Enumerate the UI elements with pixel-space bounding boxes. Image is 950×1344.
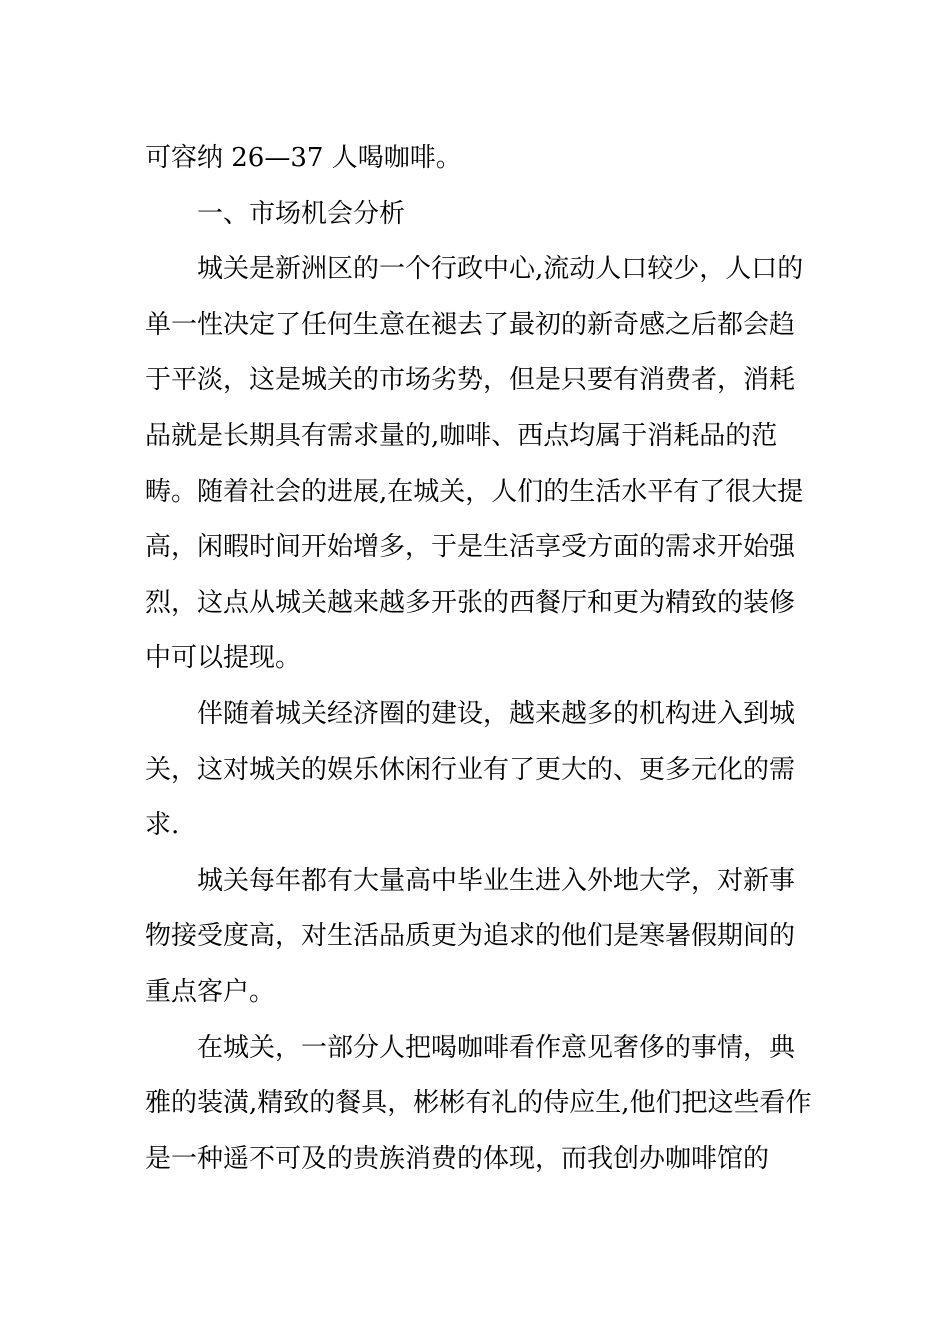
paragraph-chengguan-market: 城关是新洲区的一个行政中心,流动人口较少，人口的单一性决定了任何生意在褪去了最初的新奇感之后都会趋于平淡，这是城关的市场劣势，但是只要有消费者，消耗品就是长期具有需求量的,咖啡、西点均属于消耗品的范畴。随着社会的进展,在城关，人们的生活水平有了很大提高，闲暇时间开始增多，于是生活享受方面的需求开始强烈，这点从城关越来越多开张的西餐厅和更为精致的装修中可以提现。 bbox=[145, 254, 804, 674]
paragraph-students: 城关每年都有大量高中毕业生进入外地大学，对新事物接受度高，对生活品质更为追求的他们是寒暑假期间的重点客户。 bbox=[145, 865, 796, 1007]
paragraph-coffee-perception: 在城关，一部分人把喝咖啡看作意见奢侈的事情，典雅的装潢,精致的餐具，彬彬有礼的侍应生,他们把这些看作是一种遥不可及的贵族消费的体现，而我创办咖啡馆的 bbox=[145, 1032, 812, 1174]
document-body bbox=[145, 131, 817, 1187]
paragraph-capacity: 可容纳 26—37 人喝咖啡。 bbox=[145, 143, 462, 173]
section-heading-market-opportunity: 一、市场机会分析 bbox=[197, 198, 406, 229]
paragraph-economic-circle: 伴随着城关经济圈的建设，越来越多的机构进入到城关，这对城关的娱乐休闲行业有了更大的、更多元化的需求. bbox=[145, 698, 796, 841]
